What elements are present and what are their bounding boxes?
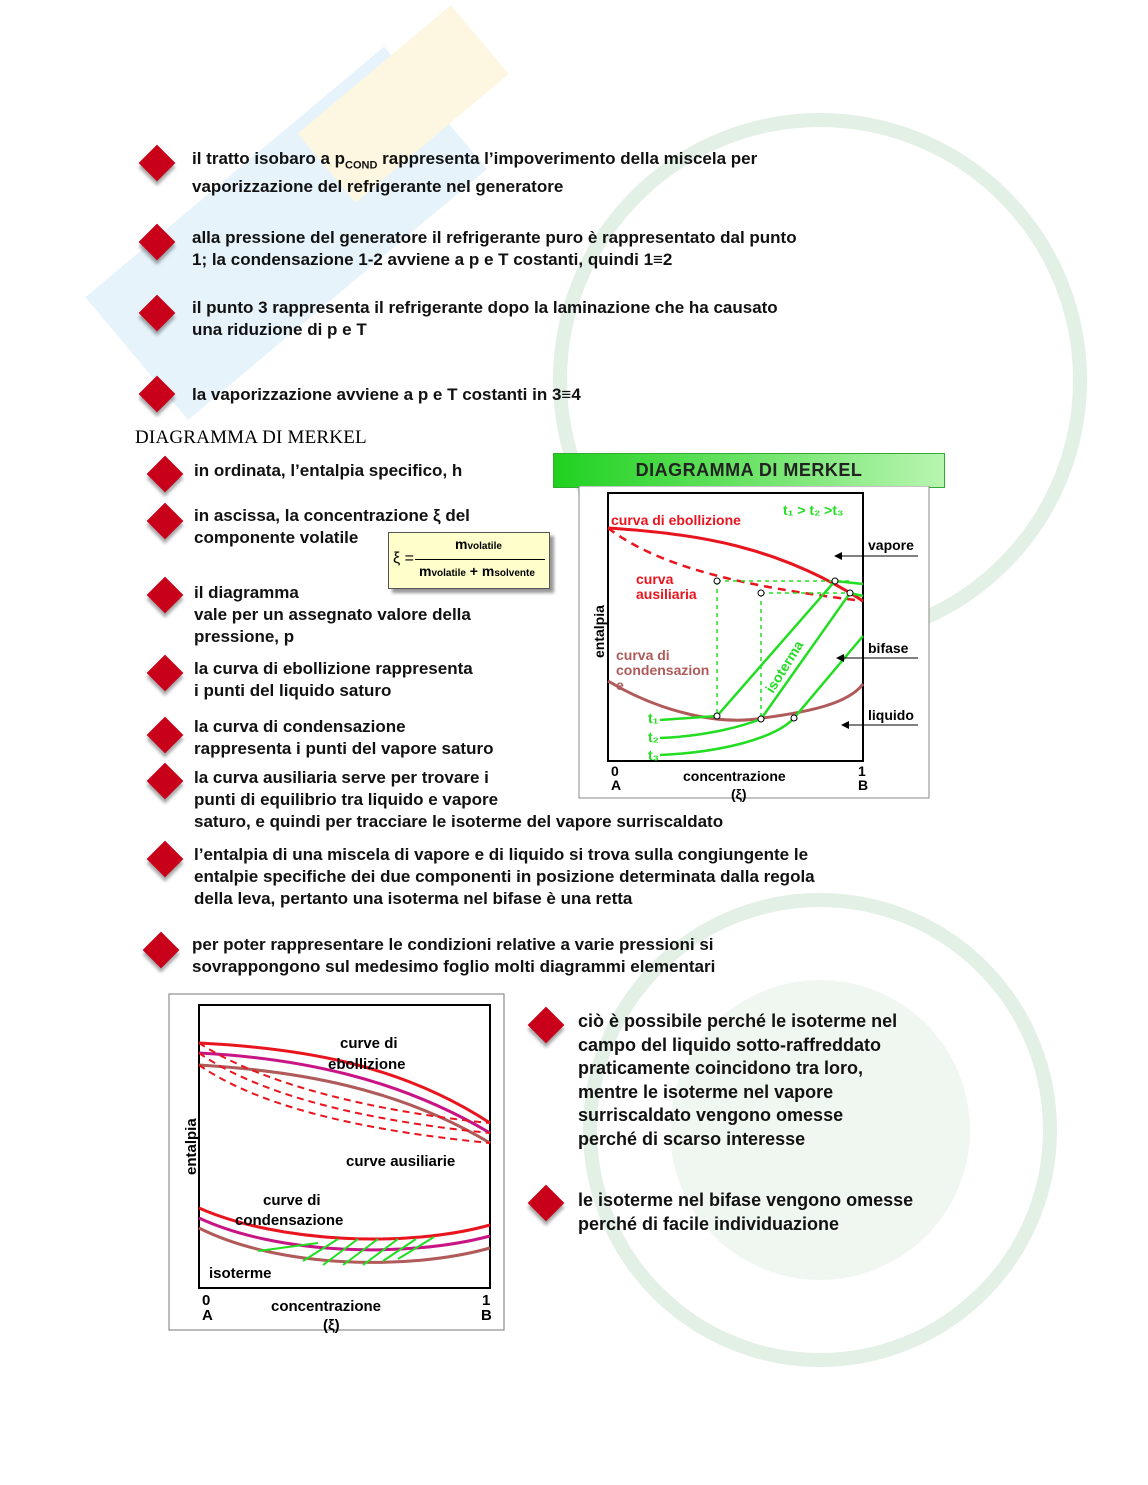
bullet-icon xyxy=(147,655,184,692)
text-line: rappresenta l’impoverimento della miscela per xyxy=(377,149,758,168)
formula-m: m xyxy=(455,536,468,552)
x-axis-label: concentrazione xyxy=(683,768,786,784)
bullet-text xyxy=(194,582,471,648)
x-tick-0: 0 xyxy=(202,1292,211,1309)
text-line: perché di facile individuazione xyxy=(578,1213,840,1234)
text-line: 1; la condensazione 1-2 avviene a p e T costanti, quindi 1≡2 xyxy=(192,250,673,269)
text-line: il diagramma xyxy=(194,583,299,602)
text-line: per poter rappresentare le condizioni relative a varie pressioni si xyxy=(192,935,714,954)
formula-sub: volatile xyxy=(431,568,466,579)
bullet-text xyxy=(578,1010,897,1151)
x-tick-B: B xyxy=(481,1307,492,1324)
text-line: il tratto isobaro a p xyxy=(192,149,346,168)
text-line: le isoterme nel bifase vengono omesse xyxy=(578,1190,914,1210)
x-tick-A: A xyxy=(202,1307,213,1324)
label-vapore: vapore xyxy=(868,537,914,553)
text-line: vale per un assegnato valore della xyxy=(194,605,471,624)
label-curve-ebollizione: ebollizione xyxy=(328,1056,406,1073)
formula-m: m xyxy=(419,563,432,579)
label-curva-condensazione: e xyxy=(616,677,624,693)
bullet-icon xyxy=(139,145,176,182)
merkel-diagram xyxy=(578,486,938,806)
equilibrium-point xyxy=(832,578,838,584)
section-heading: DIAGRAMMA DI MERKEL xyxy=(135,427,367,448)
text-line: entalpie specifiche dei due componenti in posizione determinata dalla regola xyxy=(194,867,815,886)
y-axis-label: entalpia xyxy=(183,1118,200,1175)
bullet-text xyxy=(192,148,757,198)
text-line: la vaporizzazione avviene a p e T costanti in 3≡4 xyxy=(192,385,581,404)
bullet-icon xyxy=(139,295,176,332)
bullet-text xyxy=(578,1189,913,1236)
bullet-text xyxy=(192,384,581,406)
formula-sub: solvente xyxy=(494,568,535,579)
text-line: della leva, pertanto una isoterma nel bifase è una retta xyxy=(194,889,633,908)
formula-plus: + xyxy=(465,563,482,579)
concentration-formula xyxy=(388,532,550,589)
chart-title-bar xyxy=(553,453,945,488)
text-line: saturo, e quindi per tracciare le isoterme del vapore surriscaldato xyxy=(194,812,724,831)
text-line: la curva ausiliaria serve per trovare i xyxy=(194,768,489,787)
text-line: sovrappongono sul medesimo foglio molti diagrammi elementari xyxy=(192,957,716,976)
bullet-icon xyxy=(528,1185,565,1222)
text-line: rappresenta i punti del vapore saturo xyxy=(194,739,494,758)
x-tick-1: 1 xyxy=(482,1292,491,1309)
label-curva-condensazione: curva di xyxy=(616,647,670,663)
label-curve-condensazione: condensazione xyxy=(235,1212,344,1229)
text-line: la curva di ebollizione rappresenta xyxy=(194,659,473,678)
bullet-text xyxy=(192,934,715,978)
fraction-bar xyxy=(415,559,545,560)
text-line: praticamente coincidono tra loro, xyxy=(578,1058,864,1078)
equilibrium-point xyxy=(714,578,720,584)
formula-xi: ξ = xyxy=(393,550,414,567)
label-bifase: bifase xyxy=(868,640,909,656)
text-line: pressione, p xyxy=(194,627,295,646)
label-curve-ausiliarie: curve ausiliarie xyxy=(346,1153,456,1170)
formula-sub: volatile xyxy=(467,541,502,552)
x-tick-A: A xyxy=(611,777,622,793)
y-axis-label: entalpia xyxy=(591,605,607,658)
text-line: ciò è possibile perché le isoterme nel xyxy=(578,1011,898,1031)
label-curve-condensazione: curve di xyxy=(263,1192,321,1209)
label-t3: t₃ xyxy=(648,747,660,763)
equilibrium-point xyxy=(714,713,720,719)
text-line: mentre le isoterme nel vapore xyxy=(578,1081,834,1102)
text-line: i punti del liquido saturo xyxy=(194,681,392,700)
bullet-icon xyxy=(528,1007,565,1044)
label-curva-ausiliaria: ausiliaria xyxy=(636,586,697,602)
bullet-icon xyxy=(147,841,184,878)
text-sub: COND xyxy=(345,159,378,172)
formula-m: m xyxy=(481,563,495,579)
text-line: in ascissa, la concentrazione ξ del xyxy=(194,506,470,525)
equilibrium-point xyxy=(758,590,764,596)
bullet-text xyxy=(192,297,778,341)
label-curva-ebollizione: curva di ebollizione xyxy=(611,512,741,528)
bullet-icon xyxy=(147,577,184,614)
text-line: surriscaldato vengono omesse xyxy=(578,1105,844,1125)
x-tick-1: 1 xyxy=(858,763,866,779)
formula-numerator xyxy=(455,536,502,552)
equilibrium-point xyxy=(791,715,797,721)
text-line: una riduzione di p e T xyxy=(192,320,367,339)
text-line: il punto 3 rappresenta il refrigerante dopo la laminazione che ha causato xyxy=(192,298,778,317)
label-isoterma: isoterma xyxy=(761,637,807,696)
label-curva-condensazione: condensazion xyxy=(616,662,710,678)
text-line: punti di equilibrio tra liquido e vapore xyxy=(194,790,499,809)
bullet-icon xyxy=(147,503,184,540)
bullet-text xyxy=(194,844,815,910)
bullet-text xyxy=(192,227,797,271)
text-line: perché di scarso interesse xyxy=(578,1128,806,1149)
text-line: campo del liquido sotto-raffreddato xyxy=(578,1034,882,1055)
equilibrium-point xyxy=(758,716,764,722)
bullet-icon xyxy=(143,932,180,969)
x-axis-symbol: (ξ) xyxy=(323,1317,340,1333)
bullet-text xyxy=(194,460,462,482)
formula-denominator xyxy=(419,563,535,579)
merkel-multi-diagram xyxy=(168,993,508,1333)
bullet-icon xyxy=(147,717,184,754)
label-t1: t₁ xyxy=(648,710,659,726)
x-tick-0: 0 xyxy=(611,763,619,779)
label-t2: t₂ xyxy=(648,729,659,745)
bullet-icon xyxy=(147,456,184,493)
x-tick-B: B xyxy=(858,777,869,793)
chart-title: DIAGRAMMA DI MERKEL xyxy=(635,460,863,480)
bullet-text xyxy=(194,716,493,760)
equilibrium-point xyxy=(847,590,853,596)
label-curve-ebollizione: curve di xyxy=(340,1035,398,1052)
text-line: in ordinata, l’entalpia specifico, h xyxy=(194,461,463,480)
bullet-icon xyxy=(147,763,184,800)
label-liquido: liquido xyxy=(868,707,914,723)
label-isoterme: isoterme xyxy=(209,1265,272,1282)
x-axis-symbol: (ξ) xyxy=(731,786,747,802)
bullet-icon xyxy=(139,224,176,261)
bullet-text xyxy=(194,658,473,702)
label-order: t₁ > t₂ >t₃ xyxy=(783,502,844,518)
bullet-icon xyxy=(139,376,176,413)
x-axis-label: concentrazione xyxy=(271,1298,382,1315)
text-line: l’entalpia di una miscela di vapore e di liquido si trova sulla congiungente le xyxy=(194,845,809,864)
text-line: componente volatile xyxy=(194,528,359,547)
label-curva-ausiliaria: curva xyxy=(636,571,674,587)
text-line: alla pressione del generatore il refrigerante puro è rappresentato dal punto xyxy=(192,228,797,247)
text-line: la curva di condensazione xyxy=(194,717,406,736)
text-line: vaporizzazione del refrigerante nel generatore xyxy=(192,177,564,197)
